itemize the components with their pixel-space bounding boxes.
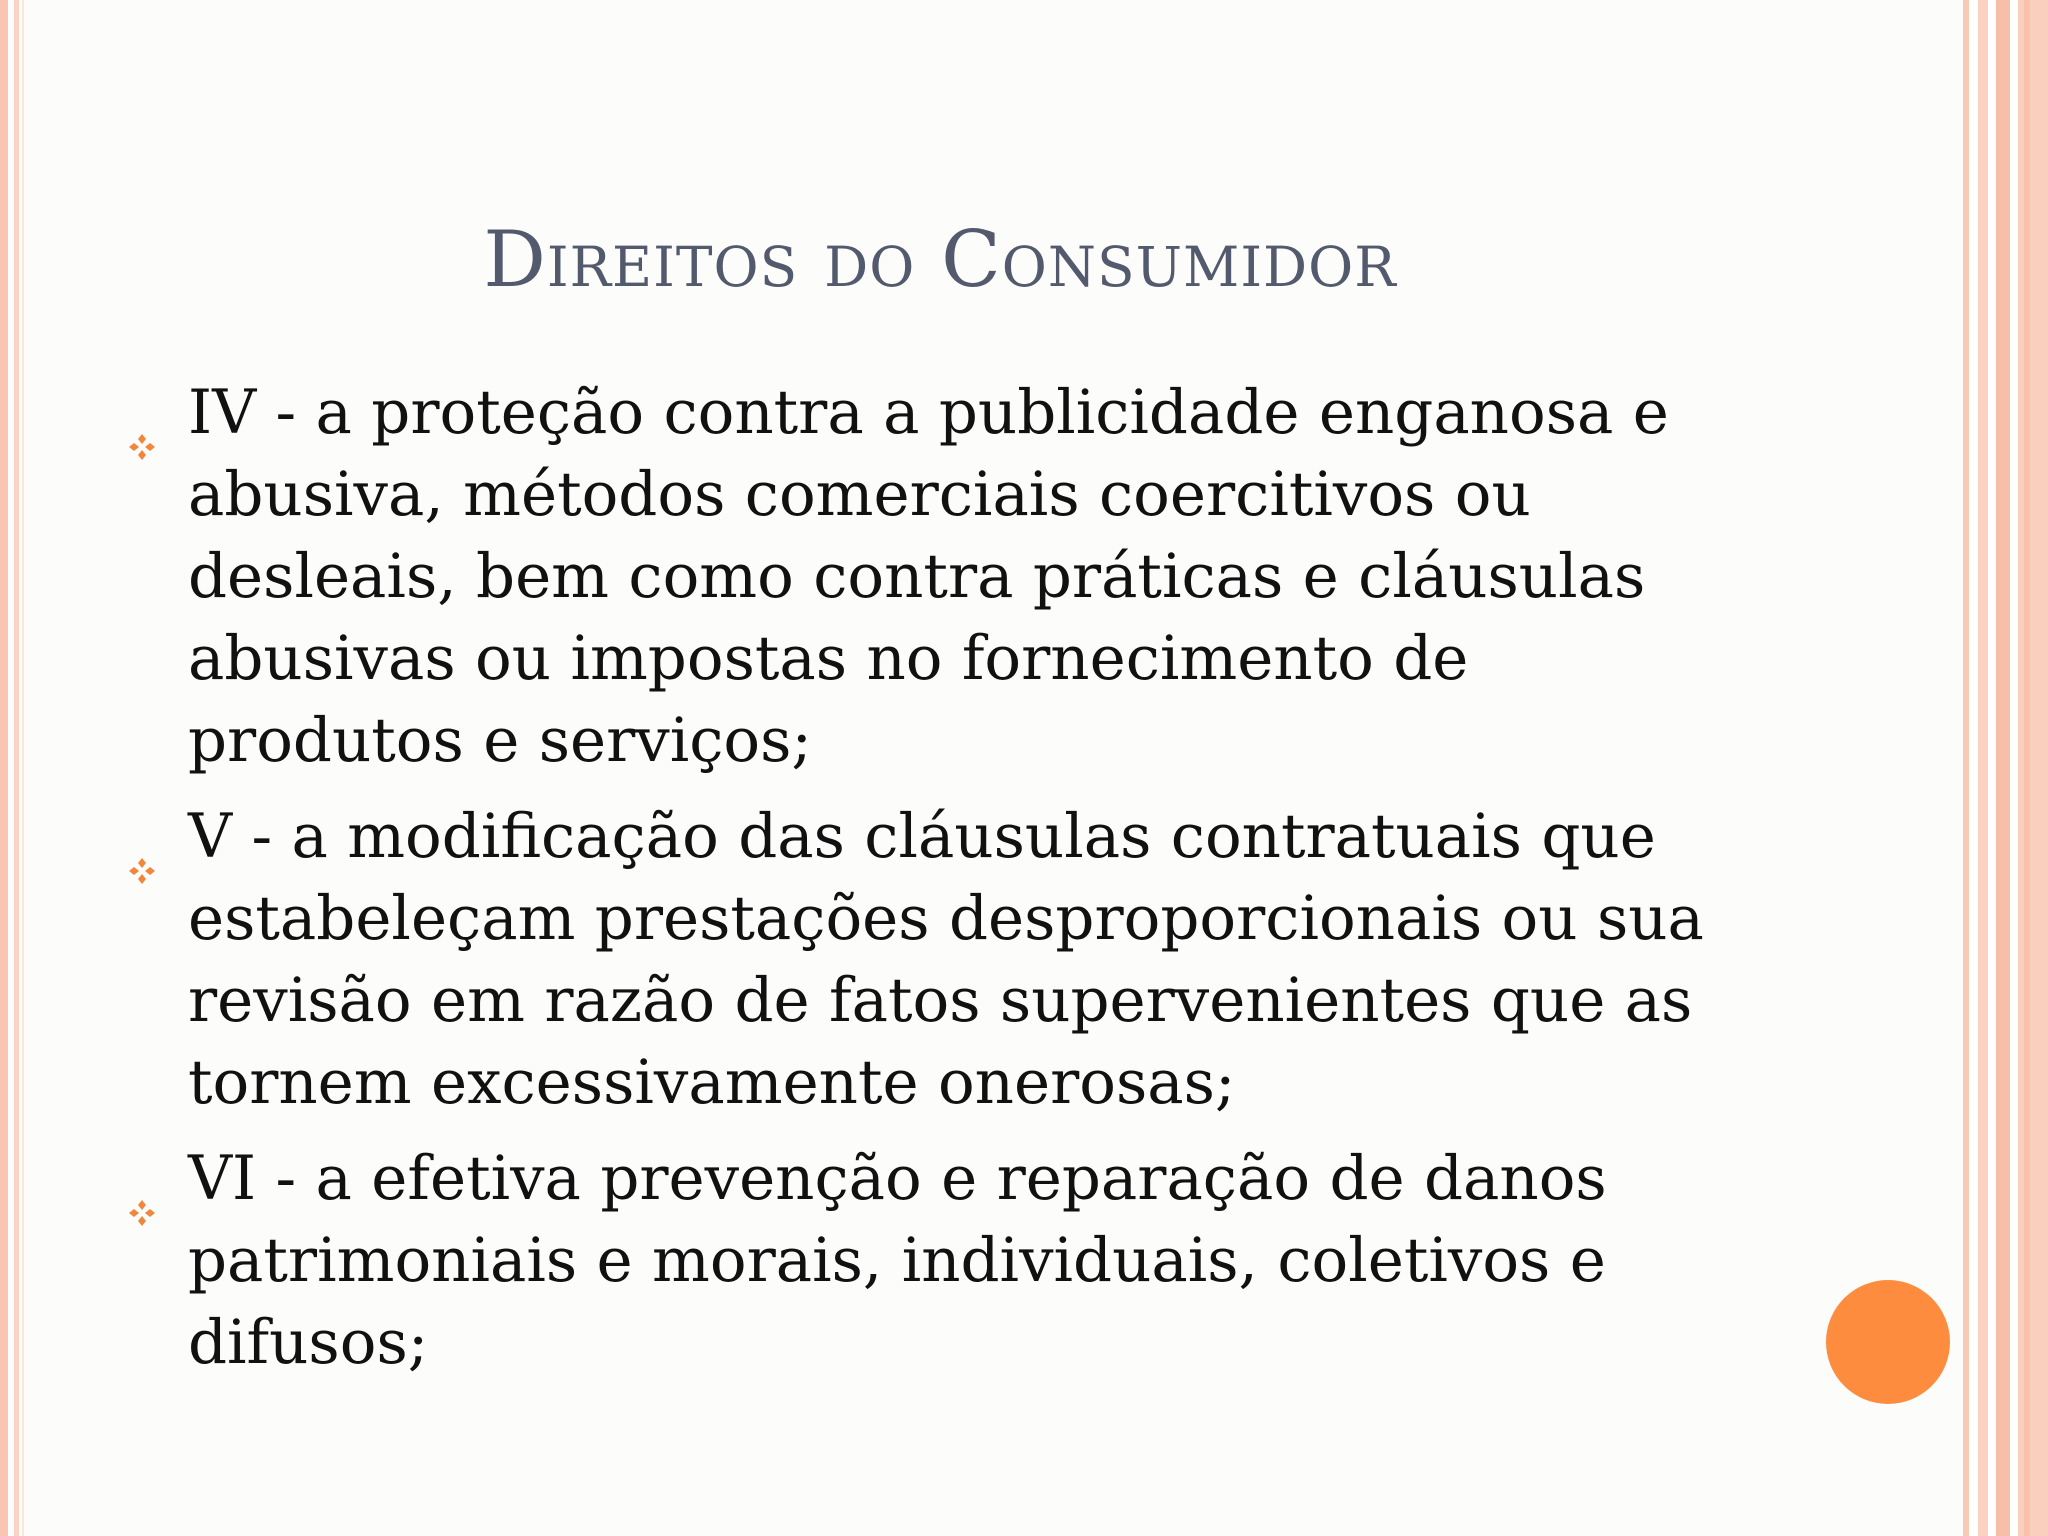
right-border-stripe: [2024, 0, 2030, 1536]
bullet-list: [124, 372, 1724, 1398]
four-diamond-bullet-icon: [126, 826, 158, 858]
bullet-item: [124, 1138, 1724, 1384]
right-border-stripe: [1996, 0, 2010, 1536]
slide-title: Direitos do Consumidor: [483, 215, 1397, 305]
bullet-text: IV - a proteção contra a publicidade enganosa e abusiva, métodos comerciais coercitivos ou desleais, bem como contra práticas e cláusulas abusivas ou impostas no fornecimento de produtos e serviços;: [188, 377, 1669, 776]
right-border-stripe: [2018, 0, 2048, 1536]
bullet-text: VI - a efetiva prevenção e reparação de danos patrimoniais e morais, individuais, coletivos e difusos;: [188, 1143, 1607, 1378]
orange-circle-accent: [1826, 1280, 1950, 1404]
right-border-stripe: [1963, 0, 1969, 1536]
bullet-item: [124, 372, 1724, 782]
right-border-stripe: [1978, 0, 1988, 1536]
four-diamond-bullet-icon: [126, 1168, 158, 1200]
bullet-item: [124, 796, 1724, 1124]
four-diamond-bullet-icon: [126, 402, 158, 434]
bullet-text: V - a modificação das cláusulas contratuais que estabeleçam prestações desproporcionais ou sua revisão em razão de fatos supervenientes que as tornem excessivamente onerosas;: [188, 801, 1704, 1118]
